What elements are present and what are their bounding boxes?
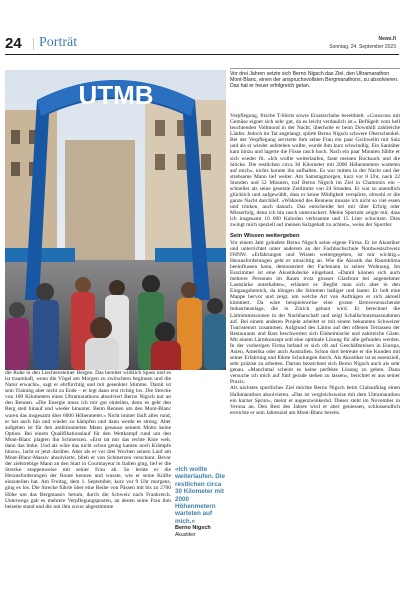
article-paragraph: die Ruhe in den Liechtensteiner Bergen. Das bereitet wirklich Spass und es ist traumhaft, wenn die Vögel am Morgen zu zwitschern beginnen und die Natur erwacht», sagt er ehrfürchtig und mit gesenkter Stimme. Damit ist sein Training aber nicht zu Ende – er legt dann erst richtig los. Die Strecke von 100 Kilometern eines Ultramarathons absolviert Berno Nigsch nur an den Rennen. «Die Energie muss ich mir gut einteilen, denn es geht den Berg steil hinauf und wieder hinunter. Beim Rennen um den Mont-Blanc waren das insgesamt über 6000 Höhenmeter.» Nicht immer läuft alles rund, er hat auch hin und wieder zu kämpfen und dann werde es streng. Aber aufgeben ist für den ambitionierten Mann genauso seinem Motto keine Option. Bei einem Qualifikationslauf für den Wettkampf rund um den Mont-Blanc plagten ihn Schmerzen. «Erst tat mir das rechte Knie weh, dann das linke. Und als wäre das nicht schon genug kamen noch Krämpfe hinzu», lacht er jetzt darüber. Aber als er vor drei Wochen seinen Lauf am Mont-Blanc-Massiv absolvierte, blieb er von Schmerzen verschont. Bevor der zielstrebige Mann an den Start in Courmayeur in Italien ging, lief er die Strecke etappenweise mit seiner Frau ab. So lernte er die Herausforderungen der Route kennen und wusste, wie er seine Kräfte einzuteilen hat. Am Freitag, dem 1. September, kurz vor 9 Uhr morgens, ging es los. Die Strecke führte über eine Reihe von Pässen mit bis zu 2700 Höhe um das Bergmassiv herum, durch die Schweiz nach Frankreich. Unterwegs gab es mehrere Verpflegungsposten, an denen seine Frau ihm beiseite stand und die mit ihm zuvor abgestimmte: [5, 370, 171, 510]
pull-quote-role: Akustiker: [175, 532, 196, 539]
article-column-left: [5, 370, 171, 602]
article-photo: [5, 70, 226, 370]
issue-date: Sonntag, 24. September 2023: [329, 44, 396, 50]
article-paragraph: Verpflegung, frische T-Shirts sowie Ersatzschuhe bereithielt. «Couscous mit Gemüse eignet sich sehr gut, da es leicht verdaulich ist.» Beflügelt vom hell leuchtenden Vollmond in der Nacht, überholte er beim Downhill zahlreiche Läufer. Jedoch im Tal angelangt, spürte Berno Nigsch schwere Oberschenkel. Bei der Verpflegung servierte ihm seine Frau ein paar Gschwellti mit Salz und als er wieder aufstehen wollte, wurde ihm kurz schwindlig. Ein Sanitäter kam hinzu und lagerte die Füsse rasch hoch. Nach ein paar Minuten fühlte er sich wieder fit. «Ich wollte weiterlaufen, faste meinen Rucksack und die Stöcke. Die restlichen circa 30 Kilometer mit 2000 Höhenmetern warteten auf mich», nichts konnte ihn aufhalten. Es war mitten in der Nacht und der strebsame Mann lief weiter. Am Samstagmorgen, kurz vor 8 Uhr, nach 22 Stunden und 52 Minuten, traf Berno Nigsch im Ziel in Chamonix ein – schneller als seine gesetzte Zeitlimite von 24 Stunden. Er war so unendlich glücklich und aufgewühlt, dass er keine Müdigkeit verspürte, obwohl er die ganze Nacht durchlief. «Während des Rennens musste ich nicht so viel essen und trinken, auch danach. Das entscheidet bei mir über Erfolg oder Misserfolg, denn ich bin rasch unterzuckert. Meine Sportuhr zeigte mir, dass ich insgesamt 10 000 Kalorien verbrannte und 15 Liter schwitzte. Dies zwingt mich speziell auf meinen Salzgehalt zu achten», weiss der Sportler.: [230, 113, 400, 229]
newspaper-name: News.fi: [378, 36, 396, 42]
pull-quote-author: Berno Nigsch: [175, 525, 211, 532]
caption-text: Vor drei Jahren setzte sich Berno Nigsch das Ziel, den Ultramarathon Mont-Blanc, einen der anspruchsvollsten Bergmarathons, zu absolvieren. Das hat er heuer erfolgreich getan.: [230, 71, 399, 90]
article-paragraph: Als nächstes sportliches Ziel möchte Berno Nigsch beim Clubaufklag einen Halbmarathon absolvieren. «Das ist vergleichsweise mit dem Ultramarathon ein kurzer Sprint», meint er augenzwinkernd. Dieser steht im November in Verona an. Den Rest des Jahres wird er aber geniessen, schlussendlich erreichte er sein Jahresziel am Mont-Blanc bereits.: [230, 385, 400, 416]
pull-quote: [175, 466, 227, 538]
header-divider: [33, 38, 34, 50]
header-rule: [5, 54, 399, 55]
photo-caption: [230, 68, 400, 109]
section-title: Porträt: [39, 35, 78, 50]
article-paragraph: Vor einem Jahr gründete Berno Nigsch seine eigene Firma. Er ist Akustiker und unterrichtet unter anderem an der Fachhochschule Nordwestschweiz FHNW. «Erfahrungen und Wissen weitergegeben, ist mir wichtig.» Herausforderungen geht er umsichtig an. Wie die Akustik das Raumklima beeinflussen kann, demonstriert der Fachmann in seiner Wohnung. Im Esszimmer ist eine Akustikdecke eingebaut. «Damit können sich auch mehrere Personen im Raum trotz grosser Glasfront bei angenehmer Lautstärke unterhalten», erläutert er. Begibt man sich aber in den Eingangsbereich, da klingen die Stimmen halliger und lauter. Er holt eine Mappe hervor und zeigt, um welche Art von Aufträgen er sich aktuell kümmert. Da wäre beispielsweise eine grosse lärmverursachende Industrieanlage, die in Zürich gebaut wird. Er berechnet die Lärmimmissionen in der Nachbarschaft und zeigt Schallschutzmassnahmen auf. Bei einem anderen Projekt arbeitet er mit einem bekannten Schweizer Touristenort zusammen. Aufgrund des Lärms auf den offenen Terrassen der Restaurants und Bars beschwerten sich Einheimische und zahlreiche Gäste. Mit einem Lärmkonzept soll eine optimale Lösung für alle gefunden werden. In der vorherigen Firma befand er sich oft auf Geschäftsreisen in Europa, Asien, Amerika oder auch Australien. Schon dort betreute er die Kunden mit seiner Erfahrung und führte Schulungen durch. Als Akustiker ist es essenziell, sehr präzise zu arbeiten. Darum bezeichnet sich Berno Nigsch auch als sehr genau. «Manchmal scheint es keine perfekte Lösung zu geben. Dann versuche ich mich auf fünf gerade stehen zu lassen», berichtet er aus seiner Praxis.: [230, 239, 400, 386]
pull-quote-text: «Ich wollte weiterlaufen. Die restlichen circa 30 Kilometer mit 2000 Höhenmetern warteten auf mich.»: [175, 466, 226, 525]
page-number: 24: [5, 35, 22, 52]
arch-banner-text: UTMB: [78, 80, 154, 110]
race-start-photo: [5, 70, 226, 370]
section-subheading: Sein Wissen weitergeben: [230, 233, 300, 240]
article-column-right: [230, 113, 400, 603]
